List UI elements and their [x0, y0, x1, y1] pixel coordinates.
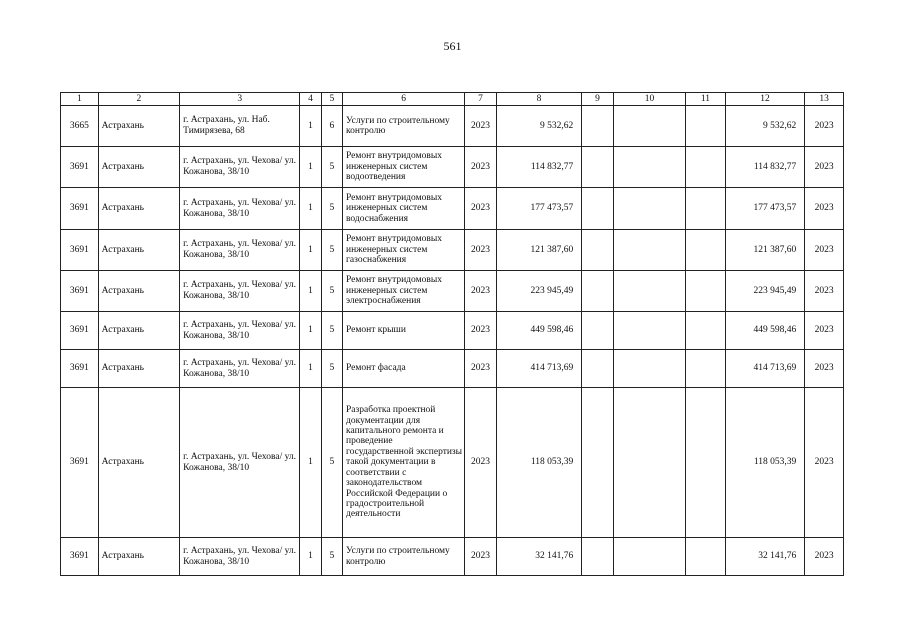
end-year-cell: 2023: [805, 188, 844, 230]
table-row: [61, 106, 844, 147]
end-year-cell: 2023: [805, 230, 844, 271]
work-type-cell: Услуги по строительному контролю: [343, 538, 465, 576]
table-row: [61, 230, 844, 271]
table-header-row: [61, 93, 844, 106]
table-body: [61, 93, 844, 576]
total-cost-cell: 9 532,62: [725, 106, 804, 147]
col9-cell: [582, 188, 614, 230]
table-row: [61, 538, 844, 576]
table-row: [61, 271, 844, 312]
end-year-cell: 2023: [805, 538, 844, 576]
work-type-cell: Ремонт внутридомовых инженерных систем водоотведения: [343, 147, 465, 188]
col10-cell: [613, 271, 685, 312]
year-cell: 2023: [465, 350, 497, 388]
col4-cell: 1: [300, 106, 321, 147]
col4-cell: 1: [300, 230, 321, 271]
municipality-cell: Астрахань: [98, 538, 179, 576]
work-type-cell: Ремонт крыши: [343, 312, 465, 350]
municipality-cell: Астрахань: [98, 388, 179, 538]
col10-cell: [613, 147, 685, 188]
column-header: 3: [180, 93, 300, 106]
municipality-cell: Астрахань: [98, 188, 179, 230]
col11-cell: [686, 147, 726, 188]
address-cell: г. Астрахань, ул. Чехова/ ул. Кожанова, 38/10: [180, 271, 300, 312]
data-table: [60, 92, 844, 576]
column-header: 9: [582, 93, 614, 106]
total-cost-cell: 32 141,76: [725, 538, 804, 576]
year-cell: 2023: [465, 147, 497, 188]
work-type-cell: Разработка проектной документации для капитального ремонта и проведение государственной экспертизы такой документации в соответствии с законодательством Российской Федерации о градостроительной деятельности: [343, 388, 465, 538]
municipality-cell: Астрахань: [98, 350, 179, 388]
cost-cell: 32 141,76: [496, 538, 582, 576]
total-cost-cell: 223 945,49: [725, 271, 804, 312]
total-cost-cell: 449 598,46: [725, 312, 804, 350]
column-header: 6: [343, 93, 465, 106]
cost-cell: 121 387,60: [496, 230, 582, 271]
col5-cell: 5: [321, 350, 342, 388]
col4-cell: 1: [300, 538, 321, 576]
col9-cell: [582, 271, 614, 312]
cost-cell: 177 473,57: [496, 188, 582, 230]
total-cost-cell: 118 053,39: [725, 388, 804, 538]
end-year-cell: 2023: [805, 147, 844, 188]
column-header: 5: [321, 93, 342, 106]
col10-cell: [613, 538, 685, 576]
year-cell: 2023: [465, 271, 497, 312]
address-cell: г. Астрахань, ул. Чехова/ ул. Кожанова, 38/10: [180, 147, 300, 188]
work-type-cell: Ремонт внутридомовых инженерных систем газоснабжения: [343, 230, 465, 271]
address-cell: г. Астрахань, ул. Чехова/ ул. Кожанова, 38/10: [180, 312, 300, 350]
col11-cell: [686, 188, 726, 230]
object-number-cell: 3691: [61, 538, 99, 576]
col10-cell: [613, 312, 685, 350]
col11-cell: [686, 106, 726, 147]
col9-cell: [582, 230, 614, 271]
work-type-cell: Услуги по строительному контролю: [343, 106, 465, 147]
col10-cell: [613, 106, 685, 147]
col5-cell: 5: [321, 271, 342, 312]
address-cell: г. Астрахань, ул. Чехова/ ул. Кожанова, 38/10: [180, 350, 300, 388]
total-cost-cell: 114 832,77: [725, 147, 804, 188]
cost-cell: 449 598,46: [496, 312, 582, 350]
col9-cell: [582, 106, 614, 147]
col5-cell: 5: [321, 147, 342, 188]
cost-cell: 118 053,39: [496, 388, 582, 538]
total-cost-cell: 414 713,69: [725, 350, 804, 388]
col11-cell: [686, 538, 726, 576]
address-cell: г. Астрахань, ул. Чехова/ ул. Кожанова, 38/10: [180, 230, 300, 271]
col9-cell: [582, 538, 614, 576]
cost-cell: 414 713,69: [496, 350, 582, 388]
address-cell: г. Астрахань, ул. Чехова/ ул. Кожанова, 38/10: [180, 188, 300, 230]
col9-cell: [582, 350, 614, 388]
col10-cell: [613, 388, 685, 538]
municipality-cell: Астрахань: [98, 147, 179, 188]
col10-cell: [613, 350, 685, 388]
col4-cell: 1: [300, 188, 321, 230]
end-year-cell: 2023: [805, 312, 844, 350]
column-header: 7: [465, 93, 497, 106]
cost-cell: 114 832,77: [496, 147, 582, 188]
col11-cell: [686, 350, 726, 388]
object-number-cell: 3691: [61, 350, 99, 388]
address-cell: г. Астрахань, ул. Чехова/ ул. Кожанова, 38/10: [180, 538, 300, 576]
col4-cell: 1: [300, 312, 321, 350]
municipality-cell: Астрахань: [98, 312, 179, 350]
col5-cell: 5: [321, 312, 342, 350]
column-header: 13: [805, 93, 844, 106]
col11-cell: [686, 312, 726, 350]
total-cost-cell: 121 387,60: [725, 230, 804, 271]
object-number-cell: 3691: [61, 147, 99, 188]
year-cell: 2023: [465, 230, 497, 271]
year-cell: 2023: [465, 538, 497, 576]
col11-cell: [686, 230, 726, 271]
table-row: [61, 188, 844, 230]
col5-cell: 5: [321, 230, 342, 271]
table-row: [61, 388, 844, 538]
col11-cell: [686, 388, 726, 538]
col5-cell: 5: [321, 188, 342, 230]
table-row: [61, 312, 844, 350]
table-row: [61, 147, 844, 188]
col11-cell: [686, 271, 726, 312]
year-cell: 2023: [465, 312, 497, 350]
total-cost-cell: 177 473,57: [725, 188, 804, 230]
col4-cell: 1: [300, 147, 321, 188]
end-year-cell: 2023: [805, 350, 844, 388]
col9-cell: [582, 388, 614, 538]
object-number-cell: 3691: [61, 271, 99, 312]
col4-cell: 1: [300, 271, 321, 312]
cost-cell: 9 532,62: [496, 106, 582, 147]
municipality-cell: Астрахань: [98, 106, 179, 147]
work-type-cell: Ремонт внутридомовых инженерных систем водоснабжения: [343, 188, 465, 230]
page-number: 561: [443, 39, 462, 53]
year-cell: 2023: [465, 188, 497, 230]
column-header: 12: [725, 93, 804, 106]
col5-cell: 5: [321, 388, 342, 538]
col10-cell: [613, 230, 685, 271]
col5-cell: 5: [321, 538, 342, 576]
end-year-cell: 2023: [805, 271, 844, 312]
address-cell: г. Астрахань, ул. Наб. Тимирязева, 68: [180, 106, 300, 147]
column-header: 2: [98, 93, 179, 106]
object-number-cell: 3691: [61, 388, 99, 538]
col4-cell: 1: [300, 388, 321, 538]
table-row: [61, 350, 844, 388]
column-header: 11: [686, 93, 726, 106]
col5-cell: 6: [321, 106, 342, 147]
col10-cell: [613, 188, 685, 230]
object-number-cell: 3665: [61, 106, 99, 147]
column-header: 4: [300, 93, 321, 106]
column-header: 10: [613, 93, 685, 106]
work-type-cell: Ремонт фасада: [343, 350, 465, 388]
work-type-cell: Ремонт внутридомовых инженерных систем электроснабжения: [343, 271, 465, 312]
cost-cell: 223 945,49: [496, 271, 582, 312]
end-year-cell: 2023: [805, 388, 844, 538]
column-header: 1: [61, 93, 99, 106]
address-cell: г. Астрахань, ул. Чехова/ ул. Кожанова, 38/10: [180, 388, 300, 538]
year-cell: 2023: [465, 106, 497, 147]
col9-cell: [582, 312, 614, 350]
municipality-cell: Астрахань: [98, 230, 179, 271]
col9-cell: [582, 147, 614, 188]
year-cell: 2023: [465, 388, 497, 538]
column-header: 8: [496, 93, 582, 106]
end-year-cell: 2023: [805, 106, 844, 147]
object-number-cell: 3691: [61, 230, 99, 271]
object-number-cell: 3691: [61, 312, 99, 350]
municipality-cell: Астрахань: [98, 271, 179, 312]
object-number-cell: 3691: [61, 188, 99, 230]
col4-cell: 1: [300, 350, 321, 388]
